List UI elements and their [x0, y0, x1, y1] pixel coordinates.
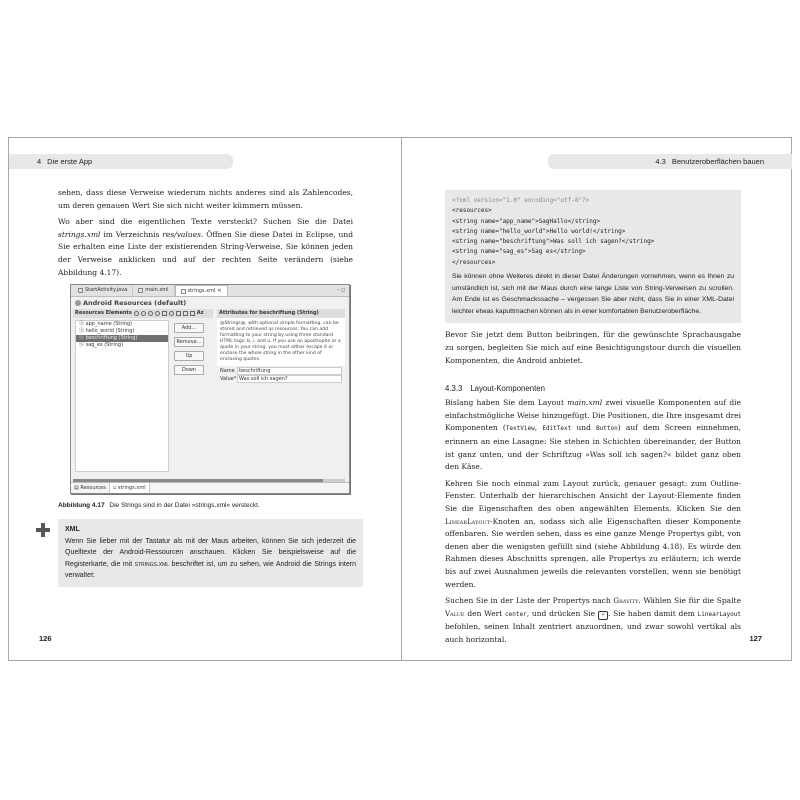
resources-elements-pane — [73, 309, 213, 479]
window-controls[interactable]: – ◻ — [336, 287, 345, 294]
heading-title: Layout-Komponenten — [470, 384, 545, 394]
code-box — [445, 190, 741, 323]
array-icon[interactable] — [183, 311, 188, 316]
list-item-label: app_name (String) — [85, 321, 133, 328]
android-icon — [75, 300, 81, 306]
right-page — [402, 138, 792, 660]
tab-label: main.xml — [145, 287, 169, 294]
list-buttons — [171, 323, 207, 379]
text-run: Bislang haben Sie dem Layout — [445, 398, 568, 408]
left-content — [58, 187, 356, 587]
code-line: <resources> — [452, 207, 492, 215]
list-item-label: sag_es (String) — [85, 342, 124, 349]
list-item[interactable]: Ⓢ hello_world (String) — [79, 328, 135, 335]
style-icon[interactable] — [176, 311, 181, 316]
text-run: ) auf dem Screen einnehmen, erinnern an eine Lasagne: Sie stehen in Schichten übereinander, der Button ist ganz unten, und der Schriftzug »Was soll ich sagen?« bildet ganz oben den Käse. — [445, 423, 741, 472]
paragraph — [445, 397, 741, 474]
resources-elements-header — [73, 309, 213, 318]
tab-label: strings.xml — [187, 287, 216, 294]
code-line: </resources> — [452, 258, 496, 266]
tab-label: StartActivity.java — [85, 287, 128, 294]
add-button[interactable]: Add... — [174, 323, 204, 333]
drawable-icon[interactable] — [162, 311, 167, 316]
xml-file-icon — [138, 288, 143, 293]
section-number: 4.3 — [655, 157, 666, 166]
book-spread — [8, 137, 792, 661]
text-run: im Verzeichnis — [100, 229, 163, 239]
text-run: zwei visuelle Komponenten auf die einfachstmögliche Weise hinzugefügt. Die Positionen, die Ihre insgesamt drei Komponenten ( — [445, 398, 741, 433]
attributes-description: @Strings@, with optional simple formatting, can be stored and retrieved as resources. You can add formatting to your string by using three standard HTML tags: b, i, and u. If you use an apostrophe or a quote in your string, you must either escape it or enclose the whole string in the other kind of enclosing quotes. — [217, 318, 345, 366]
text-run: beschriftet ist, um zu sehen, wie Android die Strings intern verwaltet: — [65, 560, 356, 580]
bottom-tab-label: strings.xml — [117, 485, 146, 492]
paragraph: Bevor Sie jetzt dem Button beibringen, für die gewünschte Sprachausgabe zu sorgen, begleiten Sie mich auf eine Besichtigungstour durch die visuellen Komponenten, die Android anbietet. — [445, 330, 741, 365]
editor-title-text: Android Resources (default) — [83, 299, 187, 308]
code-term: EditText — [542, 425, 572, 433]
right-content — [445, 190, 741, 651]
directory-name: res/values — [162, 229, 201, 239]
up-button[interactable]: Up — [174, 351, 204, 361]
paragraph: sehen, dass diese Verweise wiederum nichts anderes sind als Zahlencodes, um deren genauen Wert Sie sich nicht weiter kümmern müssen. — [58, 188, 353, 210]
running-head-left — [9, 154, 233, 169]
section-title: Benutzeroberflächen bauen — [671, 157, 764, 166]
value-label: Value* — [220, 375, 237, 382]
page-number-right: 127 — [749, 634, 762, 643]
editor-tabs — [71, 285, 349, 297]
id-icon[interactable] — [169, 311, 174, 316]
list-item[interactable]: Ⓢ app_name (String) — [79, 321, 133, 328]
note-text — [65, 536, 356, 582]
chapter-title: Die erste App — [47, 157, 93, 166]
code-line: <string name="sag_es">Sag es</string> — [452, 248, 586, 256]
bottom-tab-label: Resources — [80, 485, 106, 492]
text-run: befohlen, seinen Inhalt zentriert anzuordnen, und zwar sowohl vertikal als auch horizontal. — [445, 622, 741, 644]
remove-button[interactable]: Remove... — [174, 337, 204, 347]
code-term: Button — [596, 425, 618, 433]
text-run: , und drücken Sie — [526, 608, 598, 618]
editor-tab[interactable] — [73, 285, 133, 296]
integer-icon[interactable] — [190, 311, 195, 316]
chapter-number: 4 — [37, 157, 42, 166]
caption-text: Die Strings sind in der Datei »strings.xml« versteckt. — [109, 502, 260, 510]
eclipse-screenshot — [70, 284, 350, 494]
editor-title — [71, 297, 349, 309]
running-head-right — [548, 154, 792, 169]
bottom-tab-strings-xml[interactable]: ▫ strings.xml — [110, 483, 150, 493]
paragraph — [445, 478, 741, 591]
text-run: . Öffnen Sie diese Datei in Eclipse, und Sie erhalten eine Liste der existierenden String-Verweise. Sie können jeden der Verweise anklicken und auf der rechten Seite verändern (siehe Abbildung 4.17). — [58, 229, 353, 277]
page-number-left: 126 — [39, 634, 52, 643]
enter-key-icon: ↵ — [598, 611, 608, 620]
note-title: XML — [65, 526, 80, 534]
list-item-selected[interactable]: Ⓢ beschriftung (String) — [76, 335, 168, 342]
xml-file-icon — [181, 289, 186, 294]
dimen-icon[interactable] — [155, 311, 160, 316]
bottom-tabs — [71, 482, 349, 493]
figure-caption — [58, 502, 353, 509]
text-run: Wenn Sie lieber mit der Tastatur als mit der Maus arbeiten, können Sie sich jederzeit die Quelltexte der Android-Ressourcen anschauen. Klicken Sie beispielsweise auf die Registerkarte, die mit — [65, 537, 356, 568]
note-box — [58, 519, 363, 587]
section-label: Resources Elements — [75, 310, 132, 317]
filename: main.xml — [567, 398, 603, 408]
code-line: <string name="beschriftung">Was soll ich sagen?</string> — [452, 238, 655, 246]
list-item-label: hello_world (String) — [85, 328, 135, 335]
text-run: , — [534, 423, 543, 433]
list-item[interactable]: Ⓢ sag_es (String) — [79, 342, 124, 349]
value-input[interactable]: Was soll ich sagen? — [237, 375, 342, 383]
caption-label: Abbildung 4.17 — [58, 502, 105, 510]
filename: strings.xml — [58, 229, 101, 239]
editor-tab[interactable] — [133, 285, 174, 296]
value-field — [217, 375, 345, 382]
down-button[interactable]: Down — [174, 365, 204, 375]
smallcaps-term: LinearLayout — [445, 517, 491, 526]
plurals-icon[interactable] — [141, 311, 146, 316]
name-input[interactable]: beschriftung — [237, 367, 342, 375]
text-run: den Wert — [464, 608, 506, 618]
text-run: und — [571, 423, 597, 433]
smallcaps-term: strings.xml — [134, 560, 170, 568]
attributes-pane — [217, 309, 345, 479]
code-line: <string name="hello_world">Hello world!</string> — [452, 227, 626, 235]
paragraph — [58, 216, 353, 279]
text-run: Kehren Sie noch einmal zum Layout zurück, genauer gesagt: zum Outline-Fenster. Unterhalb der hierarchischen Ansicht der Layout-Elemente finden Sie die Eigenschaften des oben angewählten Elements. Klicken Sie den — [445, 478, 741, 513]
plus-icon — [36, 523, 50, 537]
text-run: . Sie haben damit dem — [608, 608, 698, 618]
code-line: <string name="app_name">SagHallo</string> — [452, 217, 601, 225]
heading-number: 4.3.3 — [445, 384, 463, 394]
name-field — [217, 367, 345, 374]
sort-icon[interactable]: Az — [196, 310, 204, 317]
code-line: <?xml version="1.0" encoding="utf-8"?> — [452, 197, 590, 204]
code-listing — [452, 196, 734, 268]
smallcaps-term: Gravity — [613, 597, 639, 606]
text-run: Wo aber sind die eigentlichen Texte versteckt? Suchen Sie die Datei — [58, 217, 353, 227]
text-run: Suchen Sie in der Liste der Propertys nach — [445, 596, 614, 606]
string-icon[interactable] — [134, 311, 139, 316]
code-term: LinearLayout — [697, 610, 741, 618]
text-run: -Knoten an, sodass sich alle Eigenschaften dieser Komponente offenbaren. Sie werden sehen, dass es eine ganze Menge Propertys gibt, von denen aber die wenigsten gefüllt sind (siehe Abbildung 4.18). Es würde den Rahmen dieses Abschnitts sprengen, alle Propertys zu erläutern; ich werde bis auf zwei Ausnahmen jeweils die relevanten vorstellen, wenn sie benötigt werden. — [445, 516, 741, 589]
code-term: center — [505, 610, 527, 618]
editor-tab-active[interactable] — [175, 285, 228, 296]
text-run: . Wählen Sie für die Spalte — [638, 596, 742, 606]
smallcaps-term: Value — [445, 609, 465, 618]
paragraph — [445, 595, 741, 646]
resources-list[interactable] — [75, 320, 169, 472]
bottom-tab-resources[interactable]: ▤ Resources — [71, 483, 110, 493]
java-file-icon — [78, 288, 83, 293]
section-heading — [445, 384, 741, 393]
box-text: Sie können ohne Weiteres direkt in dieser Datei Änderungen vornehmen, wenn es Ihnen zu umständlich ist, sich mit der Maus durch eine lange Liste von String-Verweisen zu scrollen. Am Ende ist es Geschmackssache – vergessen Sie aber nicht, dass Sie in einer XML-Datei leichter etwas kaputtmachen können als in einer komfortablen Benutzeroberfläche. — [452, 273, 734, 315]
attributes-header: Attributes for beschriftung (String) — [217, 309, 345, 318]
left-page — [9, 138, 401, 660]
code-term: TextView — [505, 425, 535, 433]
close-icon[interactable]: ✕ — [217, 287, 222, 294]
color-icon[interactable] — [148, 311, 153, 316]
list-item-label: beschriftung (String) — [85, 335, 138, 342]
name-label: Name — [220, 367, 235, 374]
